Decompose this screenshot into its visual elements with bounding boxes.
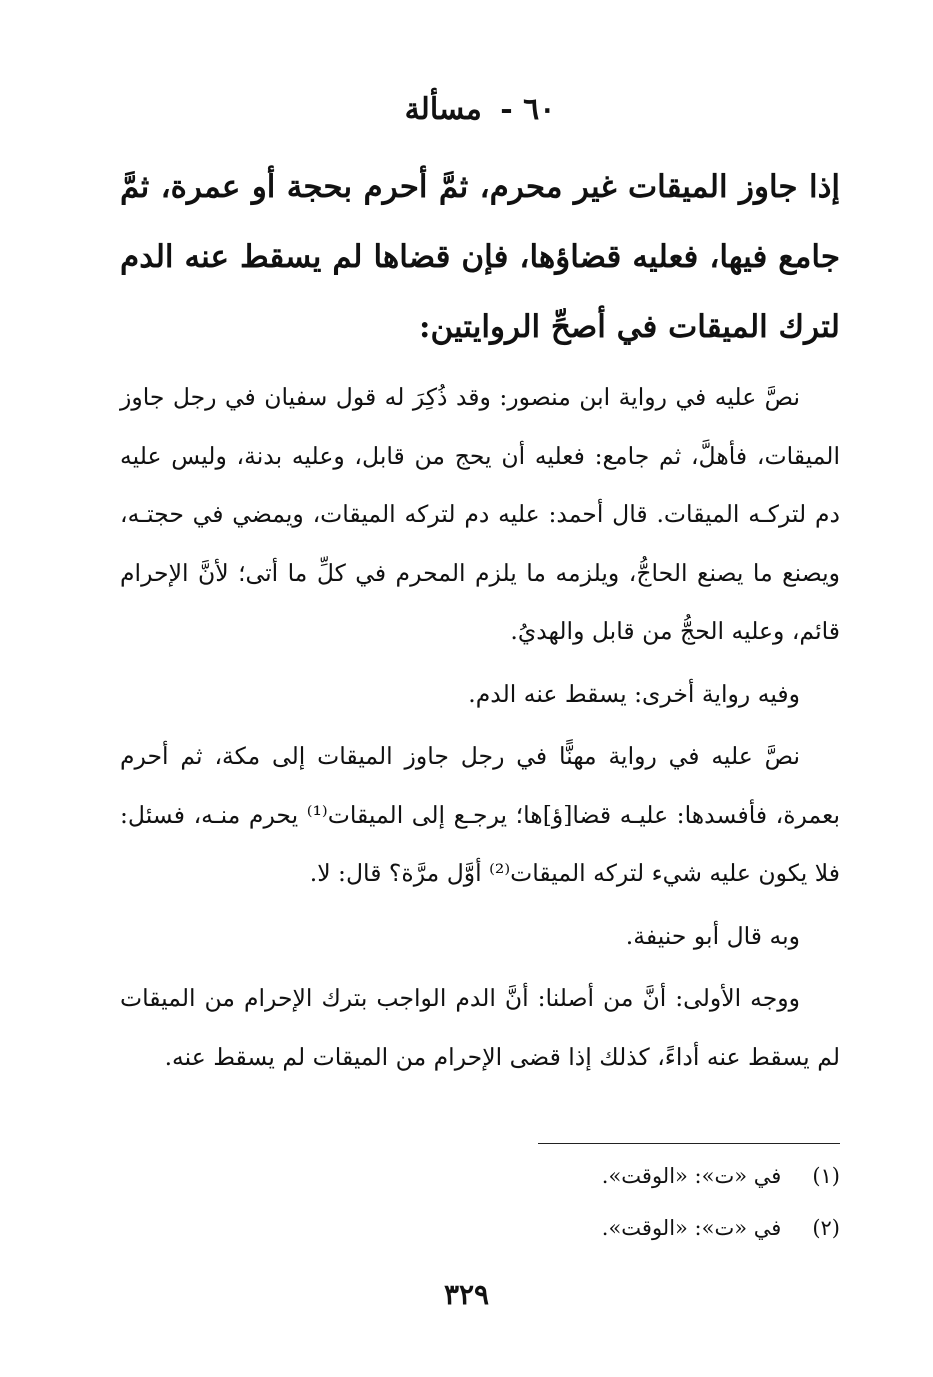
- issue-statement: إذا جاوز الميقات غير محرم، ثمَّ أحرم بحجة أو عمرة، ثمَّ جامع فيها، فعليه قضاؤها، فإن قضاها لم يسقط عنه الدم لترك الميقات في أصحِّ الروايتين:: [120, 169, 840, 345]
- paragraph-1: نصَّ عليه في رواية ابن منصور: وقد ذُكِرَ له قول سفيان في رجل جاوز الميقات، فأهلَّ، ثم جامع: فعليه أن يحج من قابل، وعليه بدنة، وليس عليه دم لتركـه الميقات. قال أحمد: عليه دم لتركه الميقات، ويمضي في حجتـه، ويصنع ما يصنع الحاجُّ، ويلزمه ما يلزم المحرم في كلِّ ما أتى؛ لأنَّ الإحرام قائم، وعليه الحجُّ من قابل والهديُ.: [120, 383, 840, 645]
- issue-number: ٦٠ -: [500, 92, 556, 127]
- footnote-1: [120, 1150, 840, 1202]
- footnote-text: في «ت»: «الوقت».: [601, 1216, 782, 1240]
- footnotes: [120, 1150, 840, 1254]
- paragraph-5: ووجه الأولى: أنَّ من أصلنا: أنَّ الدم الواجب بترك الإحرام من الميقات لم يسقط عنه أداءً، كذلك إذا قضى الإحرام من الميقات لم يسقط عنه.: [120, 984, 840, 1071]
- paragraph-4: وبه قال أبو حنيفة.: [625, 921, 800, 950]
- footnote-marker: (٢): [812, 1216, 840, 1240]
- page-body: [120, 88, 840, 1086]
- paragraph-3: نصَّ عليه في رواية مهنًّا في رجل جاوز الميقات إلى مكة، ثم أحرم بعمرة، فأفسدها: عليـه قضا[ؤ]ها؛ يرجـع إلى الميقات⁽¹⁾ يحرم منـه، فسئل: فلا يكون عليه شيء لتركه الميقات⁽²⁾ أوَّل مرَّة؟ قال: لا.: [120, 742, 840, 887]
- issue-heading: [120, 88, 840, 132]
- issue-title: مسألة: [404, 92, 482, 127]
- footnote-marker: (١): [812, 1164, 840, 1188]
- page-number: ٣٢٩: [443, 1278, 490, 1311]
- footnote-2: [120, 1202, 840, 1254]
- footnote-separator: [538, 1143, 840, 1144]
- paragraph-2: وفيه رواية أخرى: يسقط عنه الدم.: [468, 679, 800, 708]
- footnote-text: في «ت»: «الوقت».: [601, 1164, 782, 1188]
